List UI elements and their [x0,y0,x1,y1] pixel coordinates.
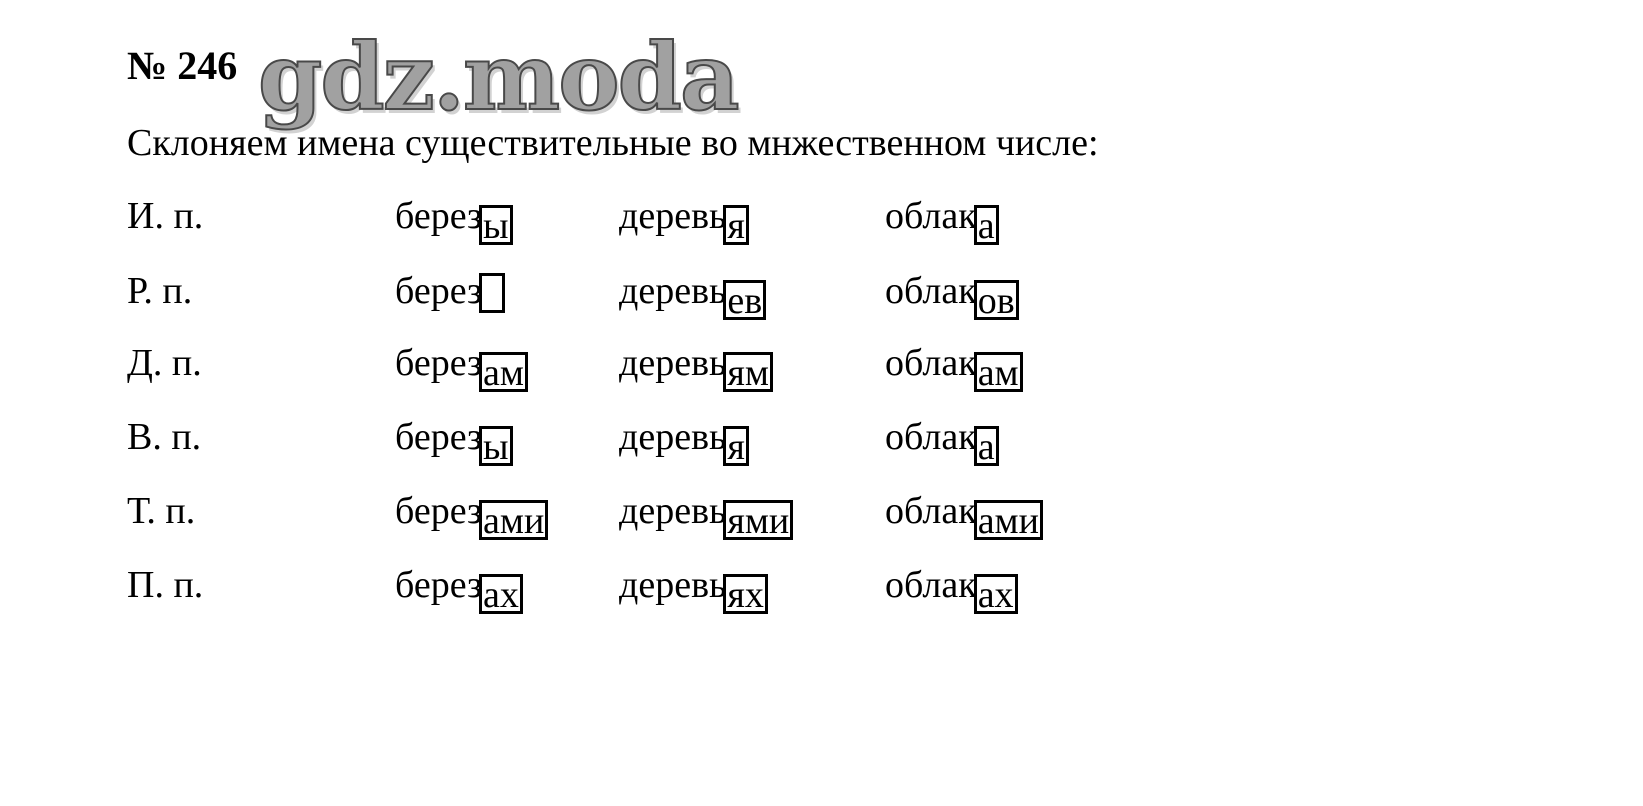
word-stem: берез [395,564,483,606]
word-stem: деревь [619,342,727,384]
case-label: И. п. [127,195,204,237]
exercise-heading: Склоняем имена существительные во мнжественном числе: [127,122,1099,164]
ending-box: ам [479,352,528,392]
word-stem: деревь [619,195,727,237]
word-cloud [885,340,1023,392]
word-stem: облак [885,564,977,606]
word-birch [395,268,505,314]
ending-box: ам [974,352,1023,392]
word-stem: облак [885,195,977,237]
word-stem: облак [885,490,977,532]
ending-box: ах [479,574,523,614]
ending-box: ы [479,426,513,466]
word-cloud [885,488,1043,540]
word-cloud [885,268,1019,320]
ending-box: а [974,426,999,466]
word-stem: деревь [619,270,727,312]
word-birch [395,340,528,392]
word-birch [395,414,513,466]
case-label: Т. п. [127,490,196,532]
watermark-logo: gdz.moda [258,23,738,131]
word-stem: деревь [619,564,727,606]
ending-box: а [974,205,999,245]
ending-box: ев [723,280,766,320]
word-tree [619,562,768,614]
ending-box: я [723,426,748,466]
word-birch [395,488,548,540]
task-number: № 246 [127,43,238,88]
case-label: П. п. [127,564,204,606]
word-birch [395,193,513,245]
ending-box: я [723,205,748,245]
ending-box [479,273,505,313]
ending-box: ы [479,205,513,245]
word-stem: берез [395,342,483,384]
word-stem: облак [885,416,977,458]
word-stem: деревь [619,416,727,458]
word-stem: берез [395,195,483,237]
case-label: В. п. [127,416,202,458]
word-stem: берез [395,270,483,312]
word-cloud [885,193,999,245]
case-label: Д. п. [127,342,202,384]
case-label: Р. п. [127,270,193,312]
ending-box: ах [974,574,1018,614]
word-stem: облак [885,342,977,384]
word-tree [619,268,766,320]
ending-box: ами [479,500,548,540]
word-cloud [885,562,1018,614]
ending-box: ями [723,500,793,540]
word-stem: берез [395,490,483,532]
word-birch [395,562,523,614]
word-stem: деревь [619,490,727,532]
ending-box: ами [974,500,1043,540]
word-stem: берез [395,416,483,458]
word-cloud [885,414,999,466]
ending-box: ях [723,574,767,614]
word-tree [619,414,749,466]
ending-box: ов [974,280,1019,320]
word-stem: облак [885,270,977,312]
word-tree [619,193,749,245]
ending-box: ям [723,352,773,392]
word-tree [619,488,793,540]
word-tree [619,340,773,392]
